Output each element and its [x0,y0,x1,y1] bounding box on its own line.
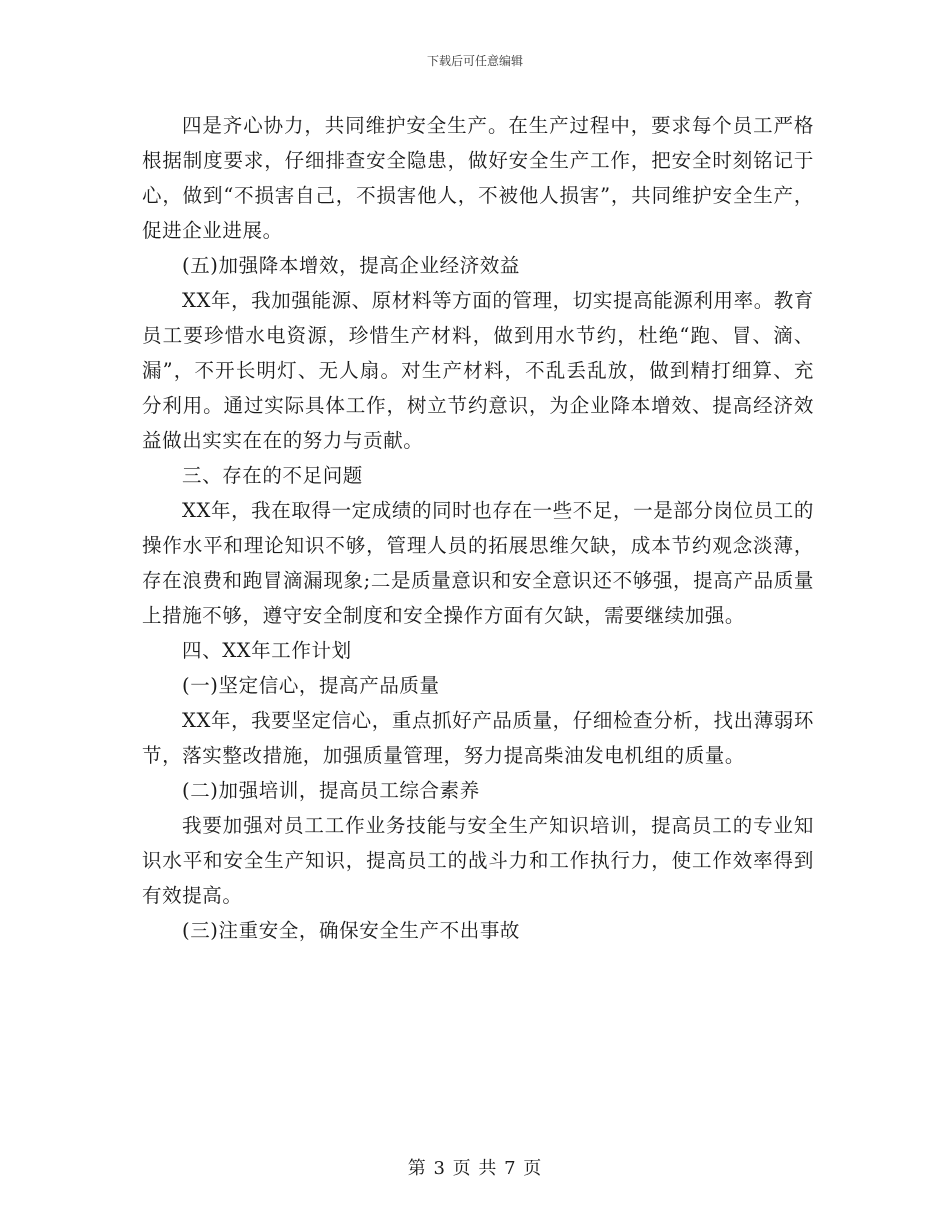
section-heading-cost-reduction: (五)加强降本增效，提高企业经济效益 [182,254,521,277]
paragraph-energy-management: XX年，我加强能源、原材料等方面的管理，切实提高能源利用率。教育员工要珍惜水电资源，珍惜生产材料，做到用水节约，杜绝“跑、冒、滴、漏”，不开长明灯、无人扇。对生产材料，不乱丢乱放，做到精打细算、充分利用。通过实际具体工作，树立节约意识，为企业降本增效、提高经济效益做出实实在在的努力与贡献。 [142,289,814,452]
paragraph-safety-cooperation: 四是齐心协力，共同维护安全生产。在生产过程中，要求每个员工严格根据制度要求，仔细排查安全隐患，做好安全生产工作，把安全时刻铭记于心，做到“不损害自己，不损害他人，不被他人损害”，共同维护安全生产，促进企业进展。 [142,114,814,242]
page-number-footer: 第 3 页 共 7 页 [407,1158,543,1179]
paragraph-product-quality: XX年，我要坚定信心，重点抓好产品质量，仔细检查分析，找出薄弱环节，落实整改措施，加强质量管理，努力提高柴油发电机组的质量。 [142,709,814,767]
page-header: 下载后可任意编辑 [426,54,523,68]
paragraph-training: 我要加强对员工工作业务技能与安全生产知识培训，提高员工的专业知识水平和安全生产知识，提高员工的战斗力和工作执行力，使工作效率得到有效提高。 [142,814,814,907]
section-heading-work-plan: 四、XX年工作计划 [182,639,352,662]
document-body [142,108,814,948]
subheading-training: (二)加强培训，提高员工综合素养 [182,779,480,802]
section-heading-shortcomings: 三、存在的不足问题 [182,464,363,487]
subheading-product-quality: (一)坚定信心，提高产品质量 [182,674,440,697]
subheading-safety: (三)注重安全，确保安全生产不出事故 [182,919,521,942]
paragraph-shortcomings: XX年，我在取得一定成绩的同时也存在一些不足，一是部分岗位员工的操作水平和理论知识不够，管理人员的拓展思维欠缺，成本节约观念淡薄，存在浪费和跑冒滴漏现象;二是质量意识和安全意识还不够强，提高产品质量上措施不够，遵守安全制度和安全操作方面有欠缺，需要继续加强。 [142,499,814,627]
